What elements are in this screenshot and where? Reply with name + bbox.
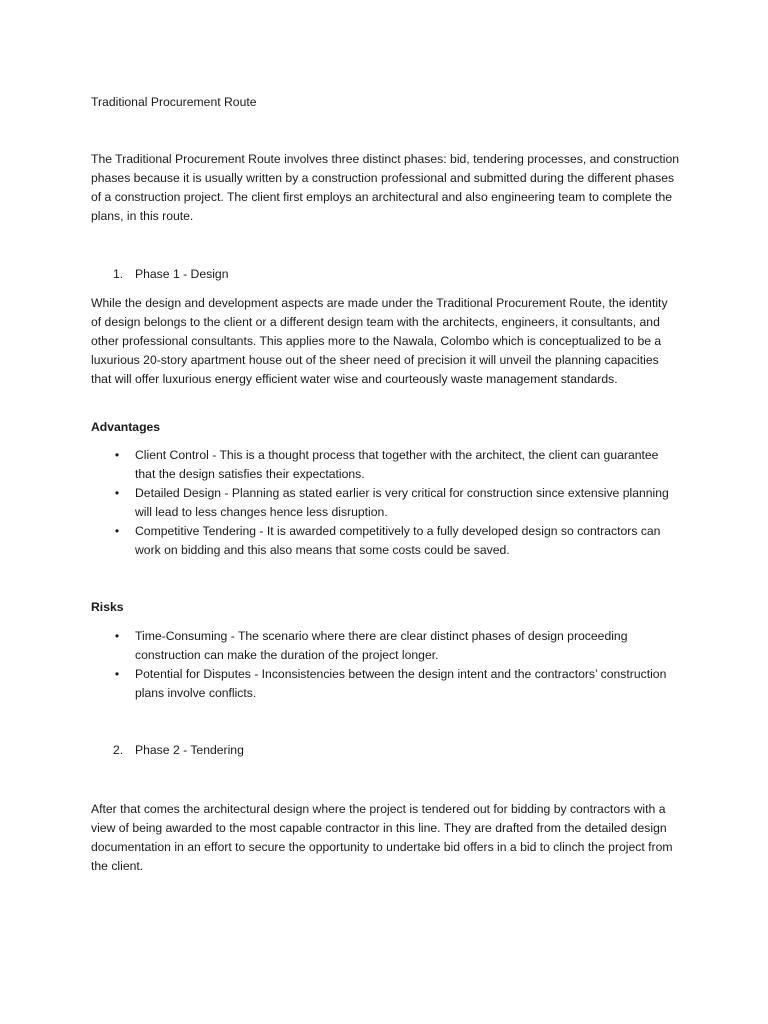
list-item [91, 522, 681, 560]
advantage-text: Detailed Design - Planning as stated earlier is very critical for construction since extensive planning will lead to less changes hence less disruption. [135, 485, 669, 519]
risk-text: Time-Consuming - The scenario where there are clear distinct phases of design proceeding construction can make the duration of the project longer. [135, 629, 628, 662]
phase-1-number: 1. [113, 267, 124, 281]
advantages-list [91, 446, 681, 559]
bullet-icon: • [114, 485, 120, 500]
phase-2-number: 2. [113, 743, 124, 757]
list-item [91, 484, 681, 522]
risk-text: Potential for Disputes - Inconsistencies between the design intent and the contractors’ construction plans involve conflicts. [135, 666, 667, 700]
bullet-icon: • [114, 629, 120, 643]
list-item [91, 627, 681, 665]
phase-1-heading [113, 265, 229, 284]
advantage-text: Competitive Tendering - It is awarded competitively to a fully developed design so contractors can work on bidding and this also means that some costs could be saved. [135, 523, 661, 557]
phase-1-label: Phase 1 - Design [135, 267, 229, 281]
bullet-icon: • [114, 523, 120, 538]
phase-2-heading [113, 741, 244, 760]
advantage-text: Client Control - This is a thought process that together with the architect, the client can guarantee that the design satisfies their expectations. [135, 448, 659, 481]
phase-2-paragraph: After that comes the architectural design where the project is tendered out for bidding by contractors with a view of being awarded to the most capable contractor in this line. They are drafted from the detailed design documentation in an effort to secure the opportunity to undertake bid offers in a bid to clinch the project from the client. [91, 802, 673, 873]
bullet-icon: • [114, 666, 120, 681]
phase-1-paragraph: While the design and development aspects are made under the Traditional Procurement Route, the identity of design belongs to the client or a different design team with the architects, engineers, it consultants, and other professional consultants. This applies more to the Nawala, Colombo which is conceptualized to be a luxurious 20-story apartment house out of the sheer need of precision it will unveil the planning capacities that will offer luxurious energy efficient water wise and courteously waste management standards. [91, 296, 668, 386]
advantages-heading: Advantages [91, 420, 161, 434]
list-item [91, 665, 681, 703]
risks-list [91, 627, 681, 703]
risks-heading: Risks [91, 600, 124, 614]
intro-paragraph: The Traditional Procurement Route involves three distinct phases: bid, tendering processes, and construction phases because it is usually written by a construction professional and submitted during the different phases of a construction project. The client first employs an architectural and also engineering team to complete the plans, in this route. [91, 152, 680, 223]
bullet-icon: • [114, 448, 120, 462]
list-item [91, 446, 681, 484]
document-title: Traditional Procurement Route [91, 95, 257, 109]
phase-2-label: Phase 2 - Tendering [135, 743, 244, 757]
